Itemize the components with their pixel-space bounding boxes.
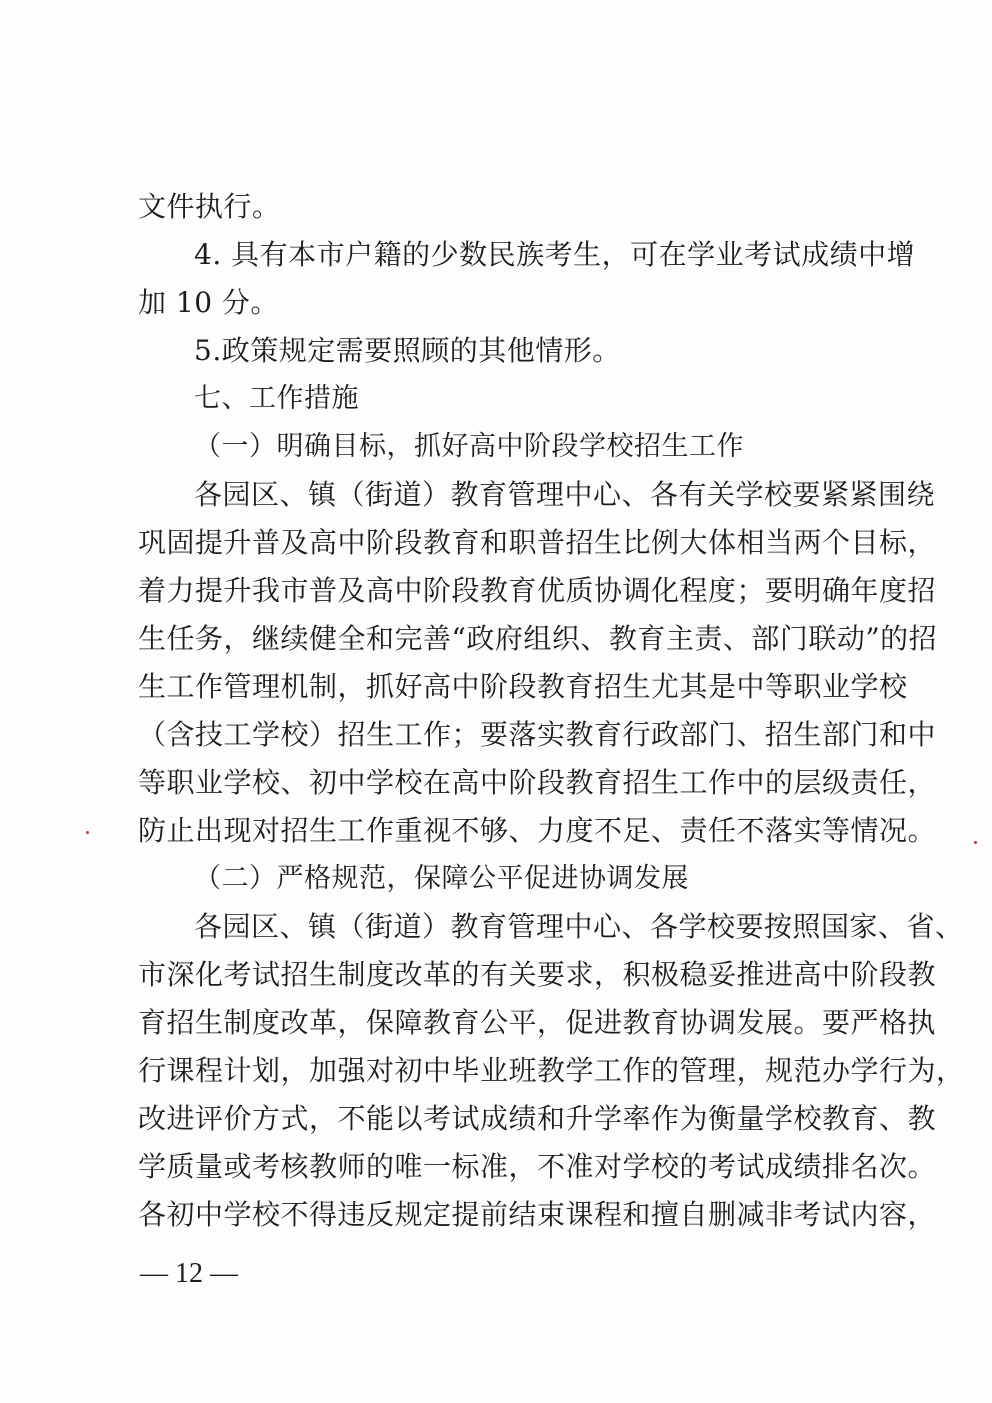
paragraph-line: 各初中学校不得违反规定提前结束课程和擅自删减非考试内容， bbox=[138, 1198, 937, 1231]
paragraph-line: 着力提升我市普及高中阶段教育优质协调化程度；要明确年度招 bbox=[138, 574, 937, 607]
paragraph-line: 改进评价方式，不能以考试成绩和升学率作为衡量学校教育、教 bbox=[138, 1102, 937, 1135]
paragraph-line: 文件执行。 bbox=[138, 190, 281, 223]
paragraph-line: 市深化考试招生制度改革的有关要求，积极稳妥推进高中阶段教 bbox=[138, 958, 937, 991]
paragraph-line: 5.政策规定需要照顾的其他情形。 bbox=[194, 334, 621, 367]
paragraph-line: （含技工学校）招生工作；要落实教育行政部门、招生部门和中 bbox=[138, 718, 937, 751]
subsection-heading: （二）严格规范，保障公平促进协调发展 bbox=[194, 863, 689, 894]
paragraph-line: 巩固提升普及高中阶段教育和职普招生比例大体相当两个目标， bbox=[138, 526, 937, 559]
paragraph-line: 育招生制度改革，保障教育公平，促进教育协调发展。要严格执 bbox=[138, 1006, 937, 1039]
paragraph-line: 4. 具有本市户籍的少数民族考生，可在学业考试成绩中增 bbox=[194, 238, 916, 271]
scan-speck bbox=[86, 831, 89, 834]
scan-speck bbox=[974, 841, 977, 844]
paragraph-line: 防止出现对招生工作重视不够、力度不足、责任不落实等情况。 bbox=[138, 814, 937, 847]
paragraph-line: 生工作管理机制，抓好高中阶段教育招生尤其是中等职业学校 bbox=[138, 670, 908, 703]
paragraph-line: 等职业学校、初中学校在高中阶段教育招生工作中的层级责任， bbox=[138, 766, 937, 799]
paragraph-line: 行课程计划，加强对初中毕业班教学工作的管理，规范办学行为， bbox=[138, 1054, 965, 1087]
document-body bbox=[138, 183, 965, 1239]
subsection-heading: （一）明确目标，抓好高中阶段学校招生工作 bbox=[194, 431, 744, 462]
section-heading: 七、工作措施 bbox=[194, 383, 359, 414]
page-number: — 12 — bbox=[140, 1258, 238, 1289]
paragraph-line: 学质量或考核教师的唯一标准，不准对学校的考试成绩排名次。 bbox=[138, 1150, 937, 1183]
paragraph-line: 生任务，继续健全和完善“政府组织、教育主责、部门联动”的招 bbox=[138, 622, 938, 655]
paragraph-line: 加 10 分。 bbox=[138, 286, 279, 319]
paragraph-line: 各园区、镇（街道）教育管理中心、各有关学校要紧紧围绕 bbox=[194, 478, 936, 511]
paragraph-line: 各园区、镇（街道）教育管理中心、各学校要按照国家、省、 bbox=[194, 910, 964, 943]
